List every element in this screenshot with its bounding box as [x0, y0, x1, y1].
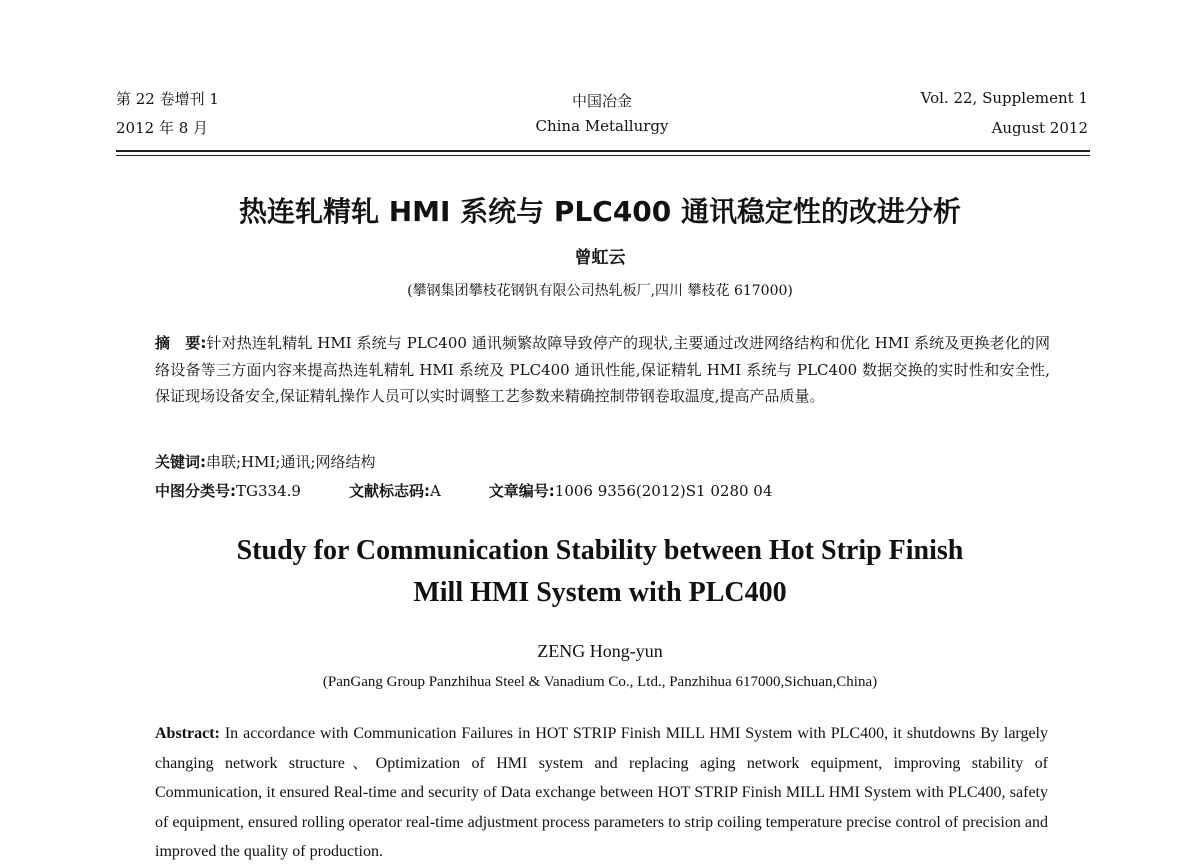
- article-number-value: 1006 9356(2012)S1 0280 04: [554, 482, 773, 500]
- document-code-value: A: [429, 482, 441, 500]
- author-cn: 曾虹云: [574, 248, 626, 268]
- keywords-label-cn: 关键词:: [155, 453, 206, 471]
- article-number-label: 文章编号:: [488, 482, 555, 500]
- abstract-cn: [155, 330, 1050, 410]
- volume-issue-en: Vol. 22, Supplement 1: [920, 89, 1088, 107]
- abstract-en: [155, 719, 1048, 867]
- affiliation-en: (PanGang Group Panzhihua Steel & Vanadium Co., Ltd., Panzhihua 617000,Sichuan,China): [322, 674, 878, 690]
- journal-name-en: China Metallurgy: [535, 117, 669, 135]
- class-number-value: TG334.9: [236, 482, 301, 500]
- abstract-label-cn: 摘 要:: [155, 334, 207, 352]
- paper-title-en-line1: Study for Communication Stability between Hot Strip Finish: [236, 535, 964, 566]
- affiliation-cn: (攀钢集团攀枝花钢钒有限公司热轧板厂,四川 攀枝花 617000): [407, 283, 793, 299]
- document-code-label: 文献标志码:: [348, 482, 430, 500]
- publication-date-en: August 2012: [991, 119, 1088, 137]
- journal-name-cn: 中国冶金: [571, 92, 632, 110]
- header-rule-thick: [116, 150, 1090, 152]
- abstract-label-en: Abstract:: [155, 725, 220, 742]
- volume-issue-cn: 第 22 卷增刊 1: [116, 90, 219, 108]
- keywords-text-cn: 串联;HMI;通讯;网络结构: [206, 453, 376, 471]
- author-en: ZENG Hong-yun: [537, 641, 663, 661]
- keywords-cn: [155, 452, 376, 472]
- header-rule-thin: [116, 155, 1090, 156]
- class-number-label: 中图分类号:: [155, 482, 236, 500]
- paper-title-cn: 热连轧精轧 HMI 系统与 PLC400 通讯稳定性的改进分析: [238, 195, 962, 228]
- publication-date-cn: 2012 年 8 月: [116, 119, 209, 137]
- classification-row: [155, 481, 772, 501]
- abstract-text-en: In accordance with Communication Failures in HOT STRIP Finish MILL HMI System with PLC400, it shutdowns By largely changing network structure、Optimization of HMI system and replacing aging network equipment, improving stability of Communication, it ensured Real-time and security of Data exchange between HOT STRIP Finish MILL HMI System with PLC400, safety of equipment, ensured rolling operator real-time adjustment process parameters to strip coiling temperature precise control of precision and improved the quality of production.: [155, 725, 1049, 860]
- abstract-text-cn: 针对热连轧精轧 HMI 系统与 PLC400 通讯频繁故障导致停产的现状,主要通过改进网络结构和优化 HMI 系统及更换老化的网络设备等三方面内容来提高热连轧精轧 HMI 系统及 PLC400 通讯性能,保证精轧 HMI 系统与 PLC400 数据交换的实时性和安全性,保证现场设备安全,保证精轧操作人员可以实时调整工艺参数来精确控制带钢卷取温度,提高产品质量。: [155, 334, 1051, 405]
- paper-title-en: [0, 530, 1200, 614]
- paper-title-en-line2: Mill HMI System with PLC400: [413, 577, 787, 608]
